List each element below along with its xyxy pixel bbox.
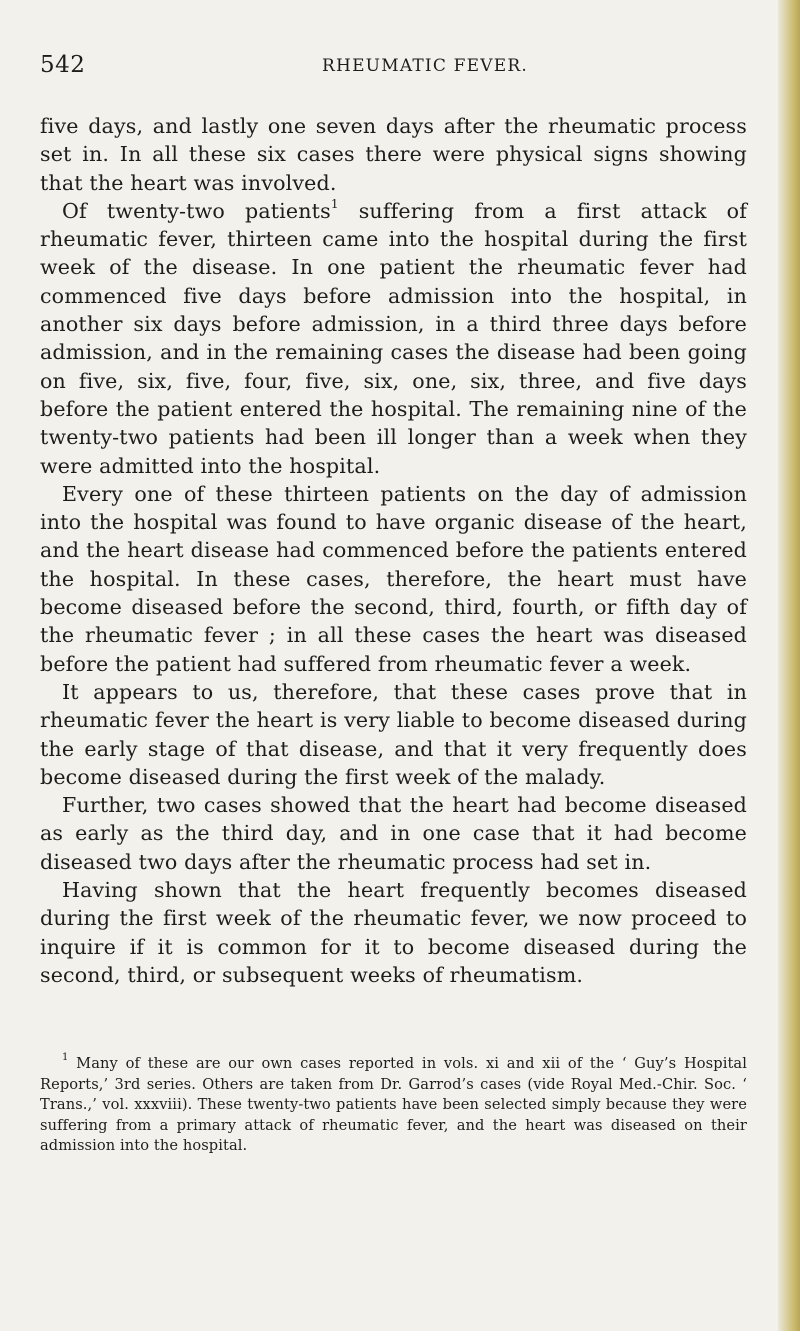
paragraph-2-rest: suffering from a first attack of rheumatic fever, thirteen came into the hospital during the first week of the disease. In one patient the rheumatic fever had commenced five days before admission into the hospital, in another six days before admission, in a third three days before admission, and in the remaining cases the disease had been going on five, six, five, four, five, six, one, six, three, and five days before the patient entered the hospital. The remaining nine of the twenty-two patients had been ill longer than a week when they were admitted into the hospital.	[40, 198, 747, 478]
paragraph-2	[40, 197, 747, 480]
body-text	[40, 112, 747, 989]
page-header	[40, 52, 740, 92]
paragraph-6: Having shown that the heart frequently becomes diseased during the first week of the rheumatic fever, we now proceed to inquire if it is common for it to become diseased during the second, third, or subsequent weeks of rheumatism.	[40, 878, 747, 987]
footnote-text	[40, 1054, 747, 1157]
paragraph-5: Further, two cases showed that the heart had become diseased as early as the third day, and in one case that it had become diseased two days after the rheumatic process had set in.	[40, 793, 747, 874]
page-number: 542	[40, 52, 86, 78]
footnote-reference: 1	[330, 197, 339, 212]
paragraph-3: Every one of these thirteen patients on the day of admission into the hospital was found to have organic disease of the heart, and the heart disease had commenced before the patients entered the hospital. In these cases, therefore, the heart must have become diseased before the second, third, fourth, or fifth day of the rheumatic fever ; in all these cases the heart was diseased before the patient had suffered from rheumatic fever a week.	[40, 481, 747, 676]
footnote	[40, 1054, 747, 1157]
running-head: RHEUMATIC FEVER.	[322, 56, 528, 76]
paragraph-1: five days, and lastly one seven days after the rheumatic process set in. In all these six cases there were physical signs showing that the heart was involved.	[40, 114, 747, 195]
footnote-body: Many of these are our own cases reported in vols. xi and xii of the ‘ Guy’s Hospital Reports,’ 3rd series. Others are taken from Dr. Garrod’s cases (vide Royal Med.-Chir. Soc. ‘ Trans.,’ vol. xxxviii). These twenty-two patients have been selected simply because they were suffering from a primary attack of rheumatic fever, and the heart was diseased on their admission into the hospital.	[40, 1055, 747, 1155]
page-edge	[778, 0, 800, 1331]
paragraph-2-start: Of twenty-two patients	[62, 198, 331, 223]
footnote-marker: 1	[62, 1052, 69, 1064]
paragraph-4: It appears to us, therefore, that these cases prove that in rheumatic fever the heart is very liable to become diseased during the early stage of that disease, and that it very frequently does become diseased during the first week of the malady.	[40, 679, 747, 789]
